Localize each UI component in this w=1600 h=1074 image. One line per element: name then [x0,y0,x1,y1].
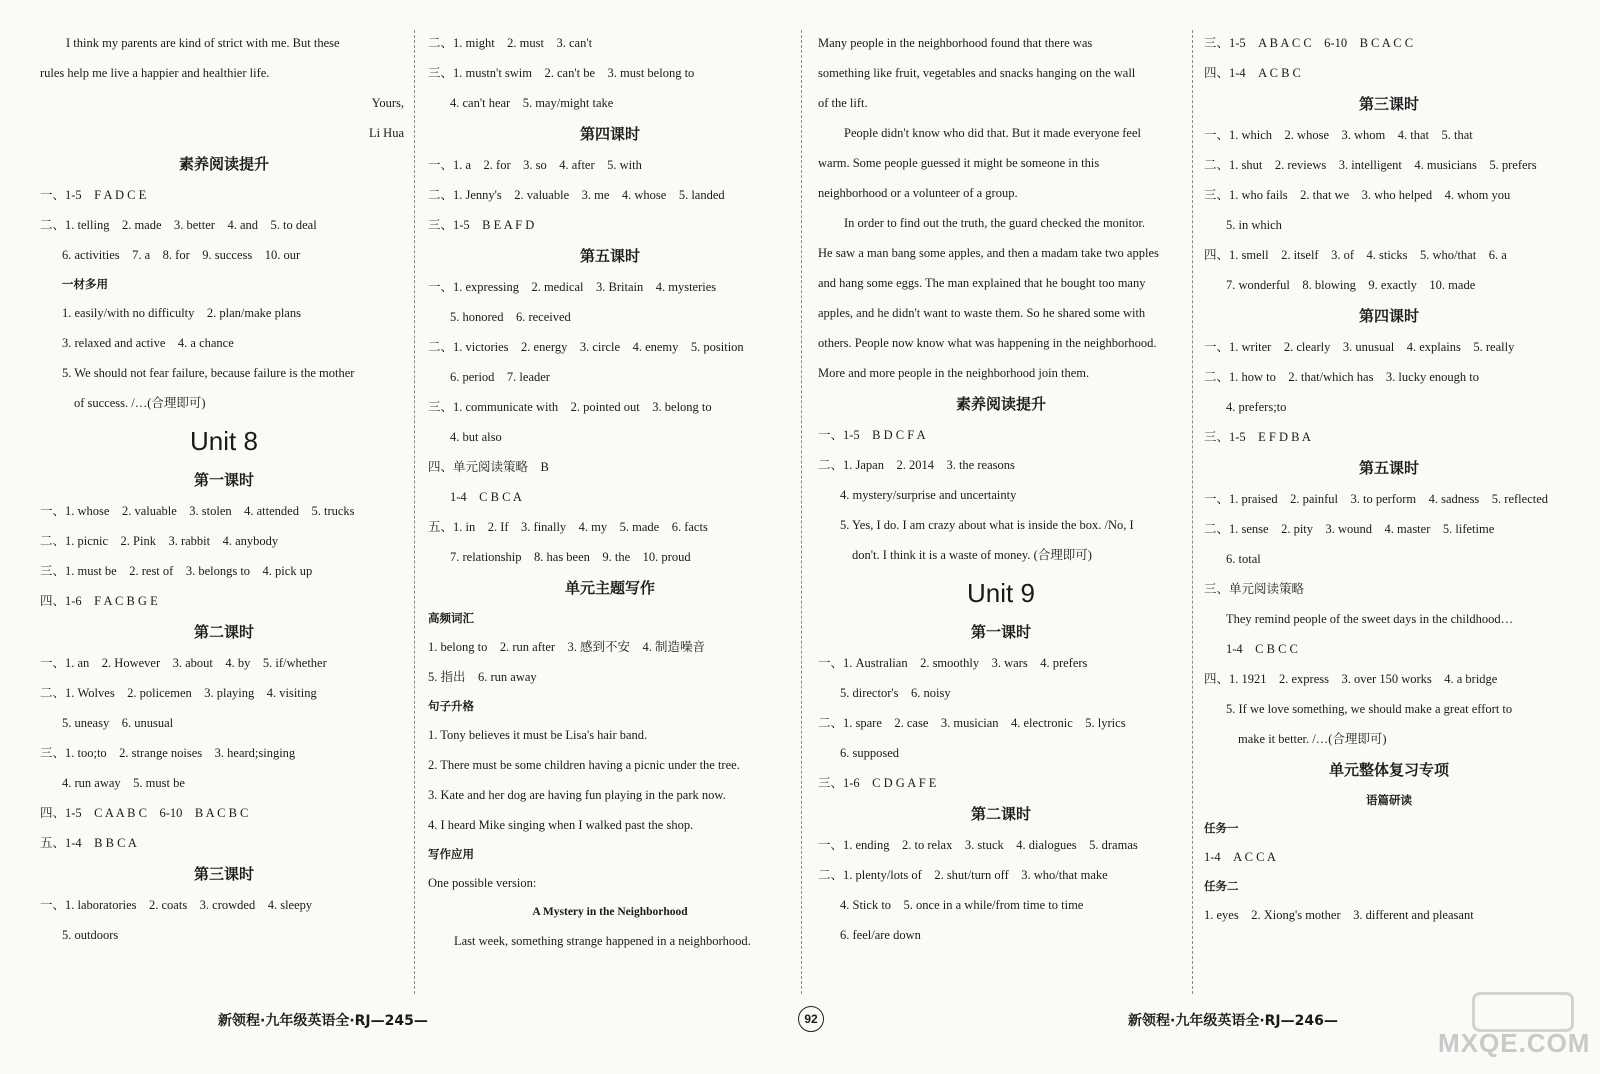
answer-line: 三、1. who fails 2. that we 3. who helped 4. whom you [1204,188,1511,202]
section-heading: 第五课时 [1358,459,1419,477]
answer-line: and hang some eggs. The man explained that he bought too many [818,276,1146,290]
answer-line: 4. but also [450,430,502,444]
answer-line: 二、1. victories 2. energy 3. circle 4. enemy 5. position [428,340,744,354]
answer-line: apples, and he didn't want to waste them. So he shared some with [818,306,1146,320]
answer-line: 3. Kate and her dog are having fun playing in the park now. [428,788,726,802]
answer-line: 1. belong to 2. run after 3. 感到不安 4. 制造噪音 [428,640,706,654]
answer-line: 二、1. plenty/lots of 2. shut/turn off 3. who/that make [818,868,1108,882]
answer-line: 4. run away 5. must be [62,776,185,790]
answer-line: 5. honored 6. received [450,310,571,324]
page-number-circle: 92 [798,1006,824,1032]
answer-line: others. People now know what was happening in the neighborhood. [818,336,1157,350]
answer-line: 四、1-4 A C B C [1204,66,1301,80]
watermark-logo-icon [1472,992,1574,1032]
essay-title: A Mystery in the Neighborhood [532,906,688,918]
section-heading: 高频词汇 [428,611,474,625]
answer-line: 4. mystery/surprise and uncertainty [840,488,1017,502]
answer-line: neighborhood or a volunteer of a group. [818,186,1018,200]
answer-line: 四、1. smell 2. itself 3. of 4. sticks 5. who/that 6. a [1204,248,1507,262]
answer-line: 5. We should not fear failure, because failure is the mother [62,366,355,380]
section-heading: 单元整体复习专项 [1328,761,1449,779]
section-heading: 任务一 [1204,821,1239,835]
section-heading: 语篇研读 [1366,793,1412,807]
answer-line: 三、1-6 C D G A F E [818,776,937,790]
answer-line: 三、1-5 E F D B A [1204,430,1311,444]
column-4 [1204,28,1574,1000]
answer-line: 四、1-6 F A C B G E [40,594,158,608]
answer-line: 一、1. a 2. for 3. so 4. after 5. with [428,158,642,172]
answer-line: 二、1. Wolves 2. policemen 3. playing 4. visiting [40,686,317,700]
answer-line: 5. Yes, I do. I am crazy about what is inside the box. /No, I [840,518,1134,532]
answer-line: 三、1. must be 2. rest of 3. belongs to 4. pick up [40,564,313,578]
answer-line: 三、单元阅读策略 [1204,582,1305,596]
answer-line: 6. activities 7. a 8. for 9. success 10. our [62,248,301,262]
answer-line: 三、1. communicate with 2. pointed out 3. belong to [428,400,712,414]
answer-line: 1. eyes 2. Xiong's mother 3. different and pleasant [1204,908,1474,922]
answer-line: More and more people in the neighborhood join them. [818,366,1090,380]
answer-line: 一、1. ending 2. to relax 3. stuck 4. dialogues 5. dramas [818,838,1138,852]
answer-line: 一、1. laboratories 2. coats 3. crowded 4. sleepy [40,898,313,912]
section-heading: 写作应用 [428,847,474,861]
answer-line: 4. I heard Mike singing when I walked past the shop. [428,818,694,832]
answer-line: 2. There must be some children having a picnic under the tree. [428,758,740,772]
answer-line: 一、1. praised 2. painful 3. to perform 4. sadness 5. reflected [1204,492,1549,506]
answer-line: 二、1. picnic 2. Pink 3. rabbit 4. anybody [40,534,279,548]
answer-line: 五、1. in 2. If 3. finally 4. my 5. made 6. facts [428,520,708,534]
answer-line: He saw a man bang some apples, and then a madam take two apples [818,246,1159,260]
answer-line: 5. 指出 6. run away [428,670,537,684]
section-heading: 任务二 [1204,879,1239,893]
answer-line: They remind people of the sweet days in the childhood… [1226,612,1514,626]
answer-line: 四、1. 1921 2. express 3. over 150 works 4. a bridge [1204,672,1498,686]
answer-line: 一、1. Australian 2. smoothly 3. wars 4. prefers [818,656,1088,670]
answer-line: Last week, something strange happened in a neighborhood. [454,934,751,948]
answer-line: One possible version: [428,876,537,890]
answer-line: People didn't know who did that. But it made everyone feel [844,126,1141,140]
answer-line: make it better. /…(合理即可) [1238,732,1387,746]
section-heading: 素养阅读提升 [178,155,269,173]
answer-line: 6. supposed [840,746,900,760]
answer-line: 3. relaxed and active 4. a chance [62,336,234,350]
answer-line: 二、1. sense 2. pity 3. wound 4. master 5. lifetime [1204,522,1495,536]
answer-line: 6. period 7. leader [450,370,550,384]
section-heading: 第五课时 [579,247,640,265]
answer-line: 三、1-5 B E A F D [428,218,535,232]
section-heading: 第四课时 [1358,307,1419,325]
section-heading: 第三课时 [1358,95,1419,113]
section-heading: 第一课时 [970,623,1031,641]
section-heading: 第三课时 [193,865,254,883]
answer-line: 5. uneasy 6. unusual [62,716,174,730]
unit-heading: Unit 8 [190,426,258,456]
answer-line: 二、1. telling 2. made 3. better 4. and 5. to deal [40,218,317,232]
answer-line: rules help me live a happier and healthier life. [40,66,270,80]
answer-line: 5. outdoors [62,928,119,942]
answer-line: 6. feel/are down [840,928,921,942]
answer-line: 1. easily/with no difficulty 2. plan/make plans [62,306,301,320]
column-divider [801,30,802,994]
answer-line: 6. total [1226,552,1261,566]
section-heading: 第二课时 [970,805,1031,823]
answer-line: something like fruit, vegetables and snacks hanging on the wall [818,66,1136,80]
answer-line: 7. wonderful 8. blowing 9. exactly 10. made [1226,278,1476,292]
answer-line: 二、1. spare 2. case 3. musician 4. electronic 5. lyrics [818,716,1126,730]
section-heading: 第四课时 [579,125,640,143]
answer-line: 1-4 C B C C [1226,642,1298,656]
watermark-text: MXQE.COM [1438,1028,1591,1058]
answer-line: 1-4 A C C A [1204,850,1276,864]
footer-left: 新领程·九年级英语全·RJ—245— [218,1013,428,1029]
answer-line: 5. If we love something, we should make a great effort to [1226,702,1513,716]
answer-line: 1. Tony believes it must be Lisa's hair band. [428,728,648,742]
answer-line: 1-4 C B C A [450,490,522,504]
section-heading: 第一课时 [193,471,254,489]
answer-line: 四、1-5 C A A B C 6-10 B A C B C [40,806,249,820]
answer-line: 一、1-5 F A D C E [40,188,147,202]
answer-line: 4. Stick to 5. once in a while/from time to time [840,898,1084,912]
answer-line: 二、1. how to 2. that/which has 3. lucky enough to [1204,370,1479,384]
answer-line: 4. can't hear 5. may/might take [450,96,614,110]
column-2 [428,28,792,1000]
column-3 [818,28,1184,1000]
column-1 [40,28,408,1000]
answer-line: 一、1. writer 2. clearly 3. unusual 4. explains 5. really [1204,340,1515,354]
answer-line: In order to find out the truth, the guard checked the monitor. [844,216,1145,230]
answer-line: 二、1. Japan 2. 2014 3. the reasons [818,458,1015,472]
section-heading: 句子升格 [428,699,474,713]
answer-line: 二、1. shut 2. reviews 3. intelligent 4. musicians 5. prefers [1204,158,1537,172]
answer-line: I think my parents are kind of strict with me. But these [66,36,340,50]
answer-line: warm. Some people guessed it might be someone in this [818,156,1100,170]
answer-line: don't. I think it is a waste of money. (合理即可) [852,548,1092,562]
answer-line: 一、1. an 2. However 3. about 4. by 5. if/whether [40,656,327,670]
answer-line: 一、1. whose 2. valuable 3. stolen 4. attended 5. trucks [40,504,355,518]
answer-line: 三、1. too;to 2. strange noises 3. heard;singing [40,746,296,760]
answer-line: 一、1-5 B D C F A [818,428,926,442]
unit-heading: Unit 9 [967,578,1035,608]
answer-line: 5. in which [1226,218,1282,232]
answer-line: 4. prefers;to [1226,400,1287,414]
column-divider [414,30,415,994]
answer-line: Li Hua [368,126,404,140]
answer-line: 三、1. mustn't swim 2. can't be 3. must belong to [428,66,695,80]
answer-line: 一、1. which 2. whose 3. whom 4. that 5. that [1204,128,1473,142]
answer-line: Yours, [371,96,404,110]
section-heading: 单元主题写作 [564,579,655,597]
section-heading: 素养阅读提升 [955,395,1046,413]
answer-line: of the lift. [818,96,868,110]
section-heading: 一材多用 [62,277,108,291]
answer-line: 5. director's 6. noisy [840,686,951,700]
answer-line: 四、单元阅读策略 B [428,460,549,474]
section-heading: 第二课时 [193,623,254,641]
footer-right: 新领程·九年级英语全·RJ—246— [1128,1013,1338,1029]
answer-line: of success. /…(合理即可) [74,396,206,410]
answer-line: 二、1. Jenny's 2. valuable 3. me 4. whose 5. landed [428,188,725,202]
answer-line: 三、1-5 A B A C C 6-10 B C A C C [1204,36,1414,50]
answer-line: Many people in the neighborhood found that there was [818,36,1093,50]
answer-line: 7. relationship 8. has been 9. the 10. proud [450,550,691,564]
column-divider [1192,30,1193,994]
answer-line: 一、1. expressing 2. medical 3. Britain 4. mysteries [428,280,717,294]
answer-line: 二、1. might 2. must 3. can't [428,36,593,50]
answer-line: 五、1-4 B B C A [40,836,137,850]
